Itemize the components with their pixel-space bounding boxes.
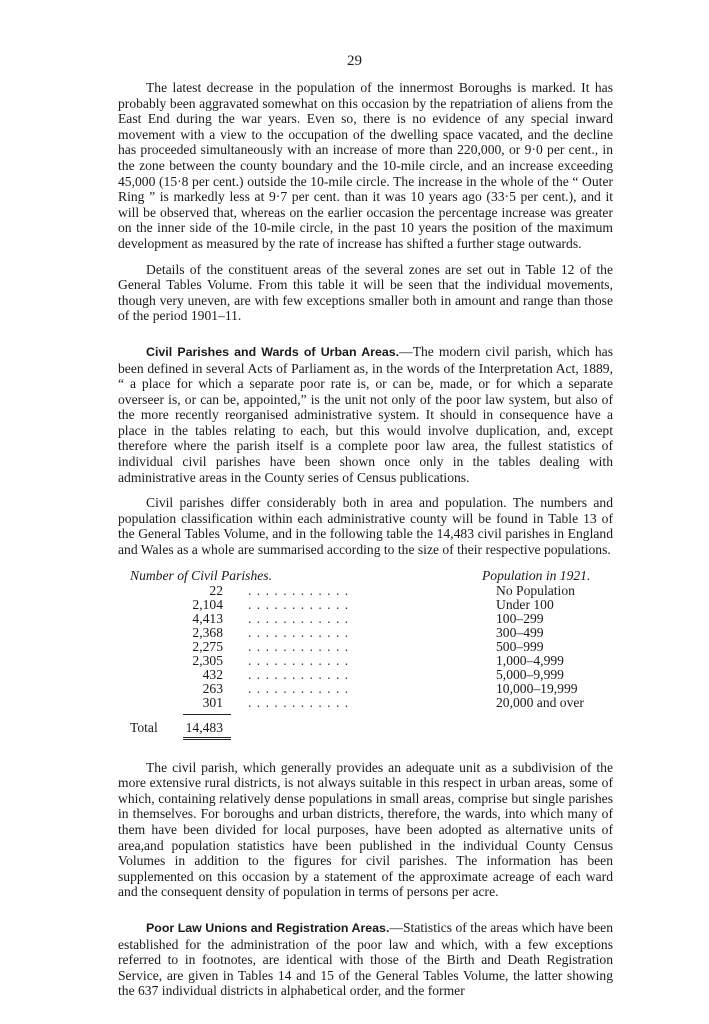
table-total-row [118,720,613,734]
population-class: 1,000–4,999 [496,652,564,668]
total-double-rule [183,737,231,740]
page-number: 29 [347,53,362,69]
population-class: Under 100 [496,596,554,612]
paragraph-wards: The civil parish, which generally provides an adequate unit as a subdivision of the more extensive rural districts, is not always suitable in this respect in urban areas, some of which, containing relatively dense populations in small areas, comprise but single parishes in themselves. For boroughs and urban districts, therefore, the wards, into which many of them have been divided for local purposes, have been adopted as alternative units of area,and population statistics have been published in the individual County Census Volumes in addition to the figures for civil parishes. The information has been supplemented on this occasion by a statement of the approximate acreage of each ward and the consequent density of population in terms of persons per acre. [118,759,613,900]
table-row [118,667,613,681]
leader-dots: . . . . . . . . . . . . [248,596,350,612]
section-heading-civil-parishes: Civil Parishes and Wards of Urban Areas. [146,344,400,359]
population-class: 20,000 and over [496,694,584,710]
leader-dots: . . . . . . . . . . . . [248,652,350,668]
parish-count: 2,305 [192,652,223,668]
document-body [118,80,613,1009]
table-header-parishes: Number of Civil Parishes. [130,567,272,583]
total-value: 14,483 [185,719,223,735]
parish-count: 2,275 [192,638,223,654]
parish-count: 2,368 [192,624,223,640]
parish-count: 2,104 [192,596,223,612]
parish-count: 22 [209,582,223,598]
leader-dots: . . . . . . . . . . . . [248,666,350,682]
paragraph-poor-law-text: —Statistics of the areas which have been established for the administration of the poor law and which, with a few exceptions referred to in footnotes, are identical with those of the Birth and Death Registration Service, are given in Tables 14 and 15 of the General Tables Volume, the latter showing the 637 individual districts in alphabetical order, and the former [118,919,614,999]
table-row [118,611,613,625]
parish-count: 301 [202,694,223,710]
leader-dots: . . . . . . . . . . . . [248,582,350,598]
section-heading-poor-law: Poor Law Unions and Registration Areas. [146,920,390,935]
leader-dots: . . . . . . . . . . . . [248,610,350,626]
leader-dots: . . . . . . . . . . . . [248,680,350,696]
table-row [118,583,613,597]
parish-count: 432 [202,666,223,682]
paragraph-london-population: The latest decrease in the population of the innermost Boroughs is marked. It has probably been aggravated somewhat on this occasion by the repatriation of aliens from the East End during the war years. Even so, there is no evidence of any special inward movement with a view to the occupation of the dwelling space vacated, and the decline has proceeded simultaneously with an increase of more than 220,000, or 9·0 per cent., in the zone between the county boundary and the 10-mile circle, and an increase exceeding 45,000 (15·8 per cent.) outside the 10-mile circle. The increase in the whole of the “ Outer Ring ” is markedly less at 9·7 per cent. than it was 10 years ago (33·5 per cent.), and it will be observed that, whereas on the earlier occasion the percentage increase was greater on the inner side of the 10-mile circle, in the past 10 years the position of the maximum development as measured by the rate of increase has shifted a further stage outwards. [118,80,613,251]
paragraph-parish-classification: Civil parishes differ considerably both in area and population. The numbers and population classification within each administrative county will be found in Table 13 of the General Tables Volume, and in the following table the 14,483 civil parishes in England and Wales as a whole are summarised according to the size of their respective populations. [118,495,613,558]
table-row [118,639,613,653]
population-class: 100–299 [496,610,544,626]
population-class: 10,000–19,999 [496,680,578,696]
total-label: Total [130,719,158,735]
table-row [118,653,613,667]
table-header-population: Population in 1921. [482,567,591,583]
table-row [118,597,613,611]
table-row [118,681,613,695]
population-class: 300–499 [496,624,544,640]
leader-dots: . . . . . . . . . . . . [248,624,350,640]
table-row [118,625,613,639]
table-row [118,695,613,709]
leader-dots: . . . . . . . . . . . . [248,638,350,654]
population-class: 5,000–9,999 [496,666,564,682]
parish-count: 4,413 [192,610,223,626]
population-class: No Population [496,582,575,598]
leader-dots: . . . . . . . . . . . . [248,694,350,710]
paragraph-poor-law-unions [118,920,613,999]
total-rule [183,714,231,715]
paragraph-zone-details: Details of the constituent areas of the several zones are set out in Table 12 of the General Tables Volume. From this table it will be seen that the individual movements, though very uneven, are with few exceptions smaller both in amount and range than those of the period 1901–11. [118,261,613,324]
parish-count: 263 [202,680,223,696]
paragraph-civil-parishes [118,344,613,485]
population-class: 500–999 [496,638,544,654]
paragraph-civil-parishes-text: —The modern civil parish, which has been defined in several Acts of Parliament as, in the words of the Interpretation Act, 1889, “ a place for which a separate poor rate is, or can be, made, or for which a separate overseer is, or can be, appointed,” is the unit not only of the poor law system, but also of the more recently reorganised administrative system. It should in consequence have a place in the tables relating to each, but this would involve duplication, and, except therefore where the parish itself is a complete poor law area, the fullest statistics of individual civil parishes have been shown once only in the tables dealing with administrative areas in the County series of Census publications. [118,343,613,485]
parish-population-table [118,568,613,748]
